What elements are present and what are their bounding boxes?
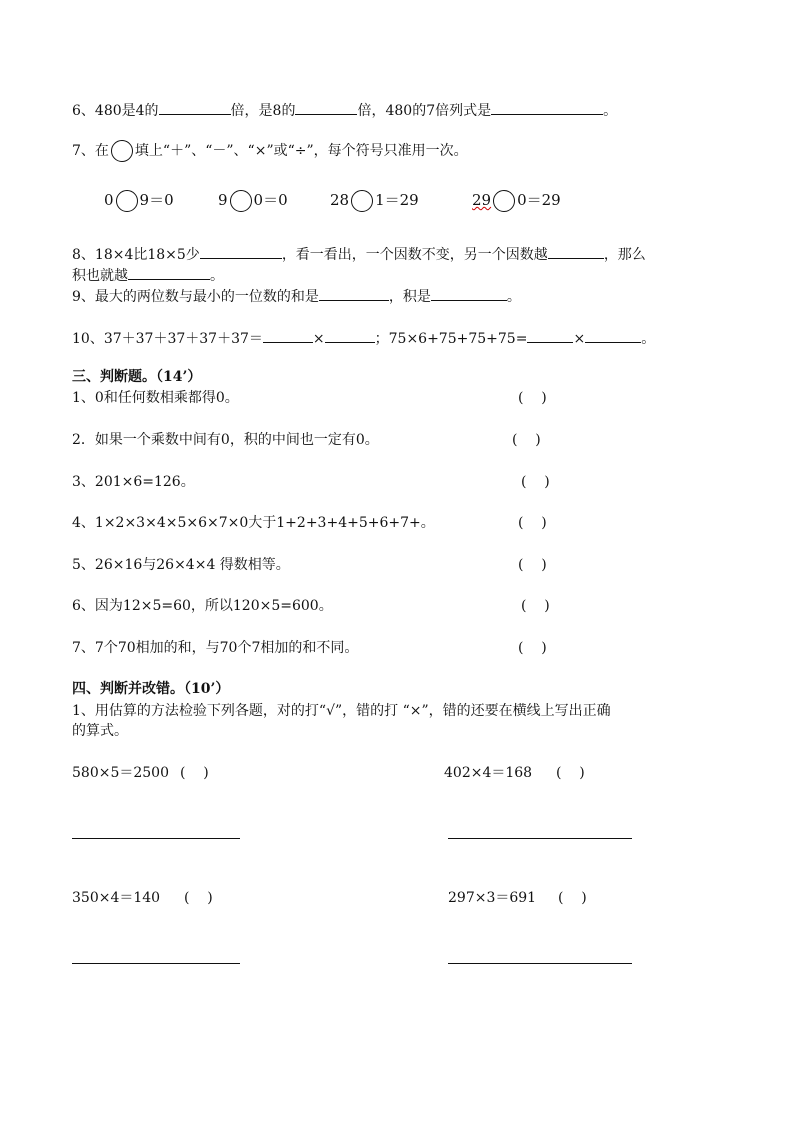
answer-blank[interactable] — [200, 244, 282, 259]
answer-line[interactable] — [448, 963, 632, 964]
correct-instructions-line-2: 的算式。 — [72, 723, 128, 739]
judge-item-2: 2．如果一个乘数中间有0，积的中间也一定有0。 — [72, 432, 379, 448]
answer-blank[interactable] — [263, 328, 313, 343]
estimate-item-3: 350×4＝140 — [72, 890, 161, 906]
answer-parentheses[interactable]: ( ) — [518, 390, 547, 406]
operator-circle[interactable] — [230, 190, 252, 212]
estimate-item-2: 402×4＝168 — [444, 765, 533, 781]
q7-expression-4: 29 0＝29 — [472, 190, 561, 212]
judge-item-5: 5、26×16与26×4×4 得数相等。 — [72, 557, 290, 573]
answer-parentheses[interactable]: ( ) — [512, 432, 541, 448]
estimate-item-1: 580×5＝2500 — [72, 765, 169, 781]
estimate-item-4: 297×3＝691 — [448, 890, 537, 906]
q7-expression-2: 9 0＝0 — [218, 190, 288, 212]
question-9: 9、最大的两位数与最小的一位数的和是 ，积是 。 — [72, 286, 521, 306]
section-heading-judge: 三、判断题。（14’） — [72, 369, 202, 385]
answer-line[interactable] — [448, 838, 632, 839]
answer-parentheses[interactable]: ( ) — [521, 598, 550, 614]
operator-circle[interactable] — [493, 190, 515, 212]
question-6: 6、480是4的 倍，是8的 倍，480的7倍列式是 。 — [72, 100, 617, 120]
answer-line[interactable] — [72, 963, 240, 964]
answer-parentheses[interactable]: ( ) — [518, 640, 547, 656]
q7-expression-1: 0 9＝0 — [104, 190, 174, 212]
answer-blank[interactable] — [319, 286, 389, 301]
section-heading-correct: 四、判断并改错。（10’） — [72, 681, 230, 697]
answer-blank[interactable] — [325, 328, 375, 343]
operator-circle[interactable] — [116, 190, 138, 212]
question-7: 7、在 填上“＋”、“－”、“×”或“÷”，每个符号只准用一次。 — [72, 140, 468, 162]
answer-blank[interactable] — [491, 100, 603, 115]
judge-item-7: 7、7个70相加的和，与70个7相加的和不同。 — [72, 640, 359, 656]
question-8: 8、18×4比18×5少 ，看一看出，一个因数不变，另一个因数越 ，那么 — [72, 244, 646, 264]
answer-line[interactable] — [72, 838, 240, 839]
judge-item-4: 4、1×2×3×4×5×6×7×0大于1+2+3+4+5+6+7+。 — [72, 515, 435, 531]
answer-parentheses[interactable]: ( ) — [521, 474, 550, 490]
judge-item-1: 1、0和任何数相乘都得0。 — [72, 390, 239, 406]
answer-blank[interactable] — [585, 328, 641, 343]
answer-blank[interactable] — [295, 100, 357, 115]
answer-parentheses[interactable]: ( ) — [518, 557, 547, 573]
question-8-line-2: 积也就越 。 — [72, 265, 224, 285]
correct-instructions: 1、用估算的方法检验下列各题，对的打“√”，错的打 “×”，错的还要在横线上写出正确 — [72, 703, 611, 719]
answer-parentheses[interactable]: ( ) — [180, 765, 209, 781]
answer-blank[interactable] — [159, 100, 231, 115]
answer-blank[interactable] — [431, 286, 507, 301]
judge-item-3: 3、201×6=126。 — [72, 474, 195, 490]
circle-icon — [111, 140, 133, 162]
answer-blank[interactable] — [548, 244, 604, 259]
answer-parentheses[interactable]: ( ) — [518, 515, 547, 531]
answer-parentheses[interactable]: ( ) — [184, 890, 213, 906]
judge-item-6: 6、因为12×5=60，所以120×5=600。 — [72, 598, 333, 614]
answer-parentheses[interactable]: ( ) — [556, 765, 585, 781]
answer-blank[interactable] — [128, 265, 210, 280]
answer-blank[interactable] — [527, 328, 573, 343]
answer-parentheses[interactable]: ( ) — [558, 890, 587, 906]
q7-expression-3: 28 1＝29 — [330, 190, 419, 212]
question-10: 10、37＋37＋37＋37＋37＝ × ；75×6+75+75+75= × 。 — [72, 328, 655, 348]
operator-circle[interactable] — [351, 190, 373, 212]
